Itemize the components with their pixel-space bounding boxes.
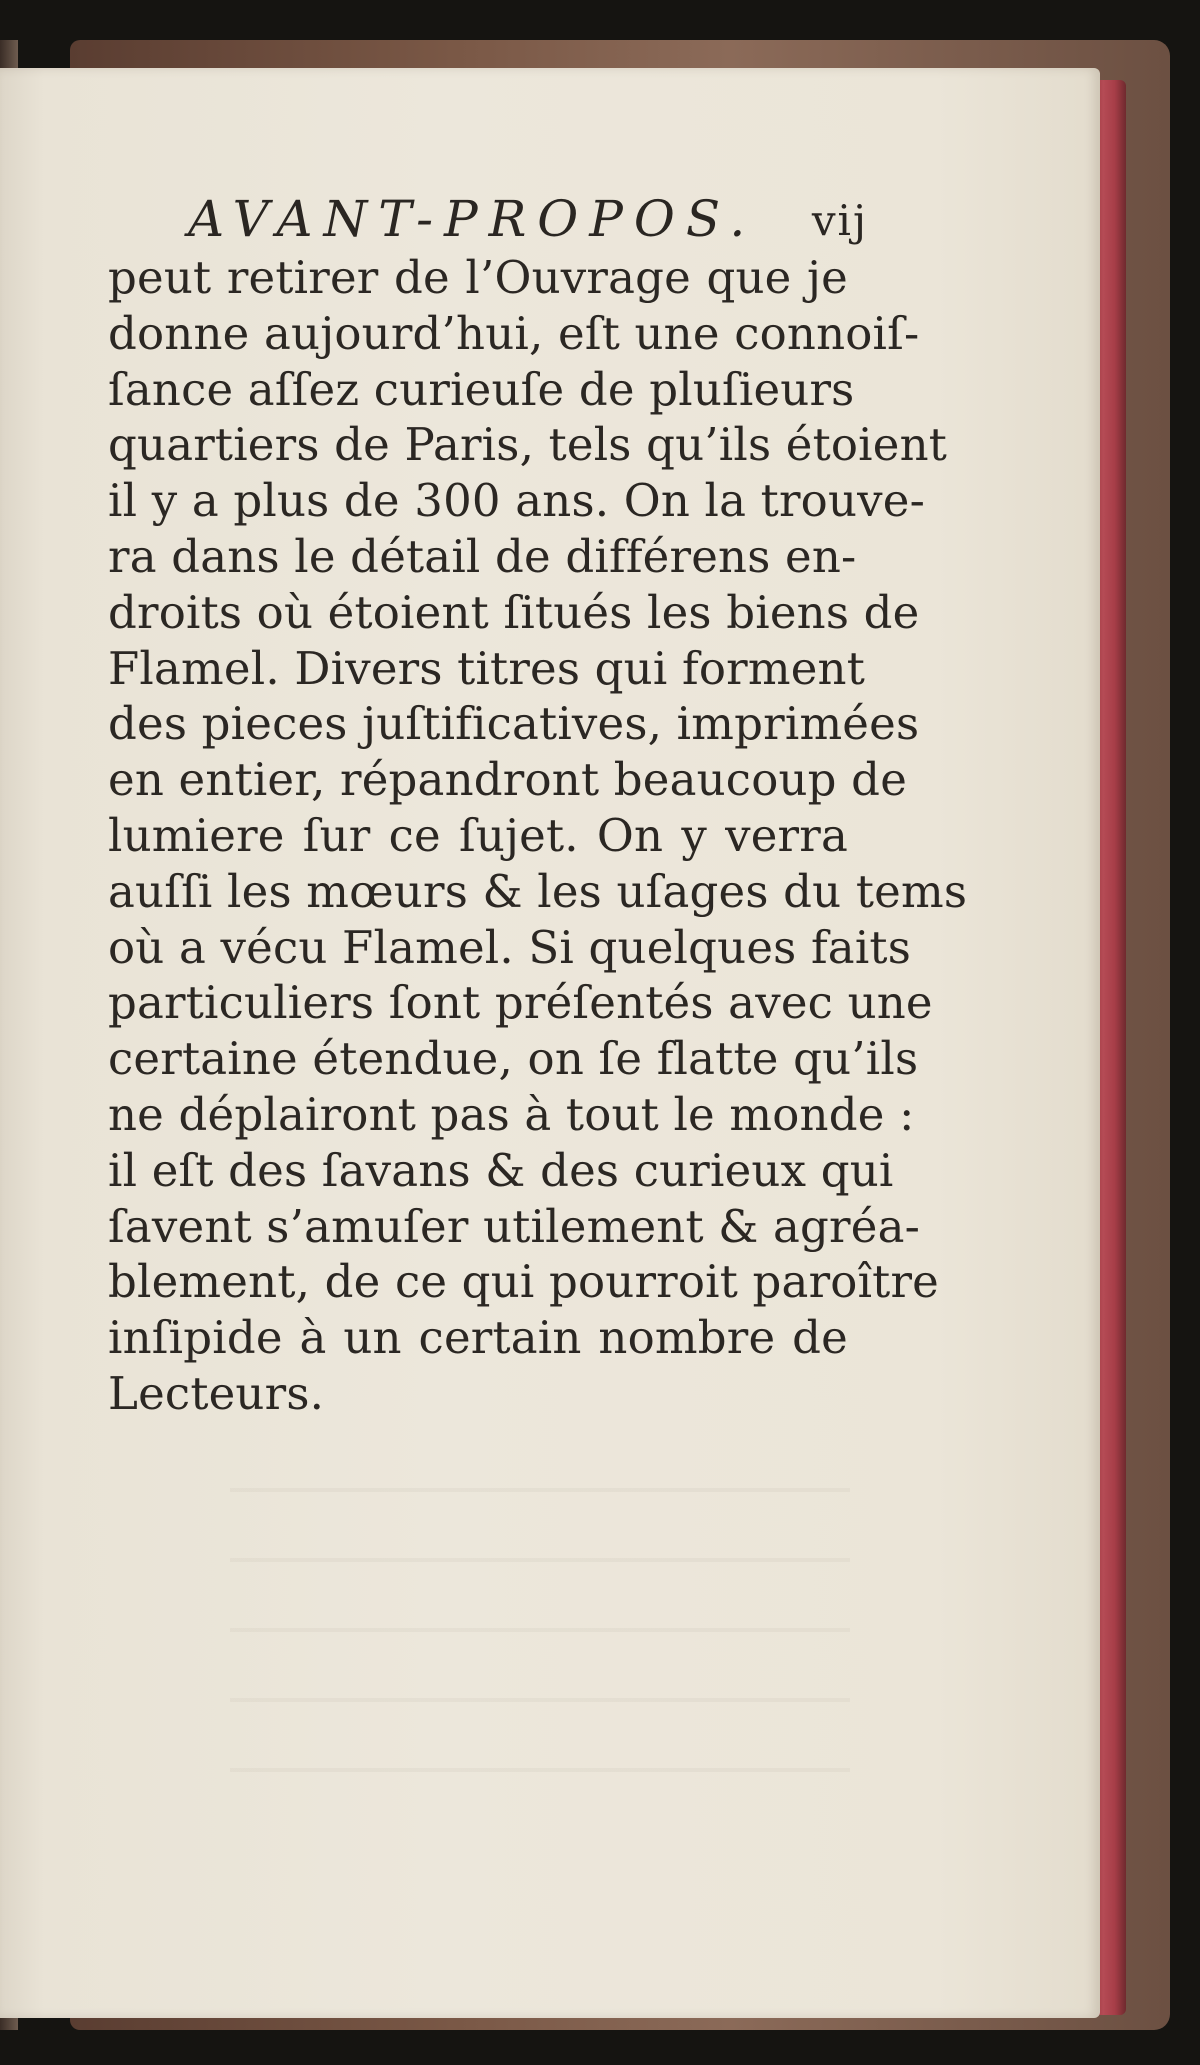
text-line: quartiers de Paris, tels qu’ils étoient	[108, 418, 948, 472]
text-line: il y a plus de 300 ans. On la trouve-	[108, 474, 926, 528]
text-line: ſance aſſez curieuſe de pluſieurs	[108, 362, 855, 416]
text-line: droits où étoient ſitués les biens de	[108, 585, 920, 639]
text-line: blement, de ce qui pourroit paroître	[108, 1255, 939, 1309]
page-number: vij	[811, 196, 868, 245]
text-line: où a vécu Flamel. Si quelques faits	[108, 920, 912, 974]
text-line: ne déplairont pas à tout le monde :	[108, 1087, 915, 1141]
text-line: Flamel. Divers titres qui forment	[108, 641, 865, 695]
body-text	[108, 250, 968, 1422]
text-line: inſipide à un certain nombre de	[108, 1311, 848, 1365]
text-line: auſſi les mœurs & les uſages du tems	[108, 864, 968, 918]
text-line: des pieces juſtificatives, imprimées	[108, 697, 920, 751]
show-through-text	[230, 1448, 850, 1808]
text-line: en entier, répandront beaucoup de	[108, 753, 908, 807]
text-line: ſavent s’amuſer utilement & agréa-	[108, 1199, 921, 1253]
text-line: ra dans le détail de différens en-	[108, 529, 857, 583]
text-line: Lecteurs.	[108, 1366, 325, 1420]
text-line: particuliers ſont préſentés avec une	[108, 976, 933, 1030]
running-head: AVANT-PROPOS.	[188, 190, 757, 248]
text-line: peut retirer de l’Ouvrage que je	[108, 251, 848, 304]
text-line: certaine étendue, on ſe flatte qu’ils	[108, 1032, 919, 1086]
text-line: lumiere ſur ce ſujet. On y verra	[108, 808, 848, 862]
text-line: il eſt des ſavans & des curieux qui	[108, 1143, 894, 1197]
text-line: donne aujourd’hui, eſt une connoiſ-	[108, 306, 920, 360]
